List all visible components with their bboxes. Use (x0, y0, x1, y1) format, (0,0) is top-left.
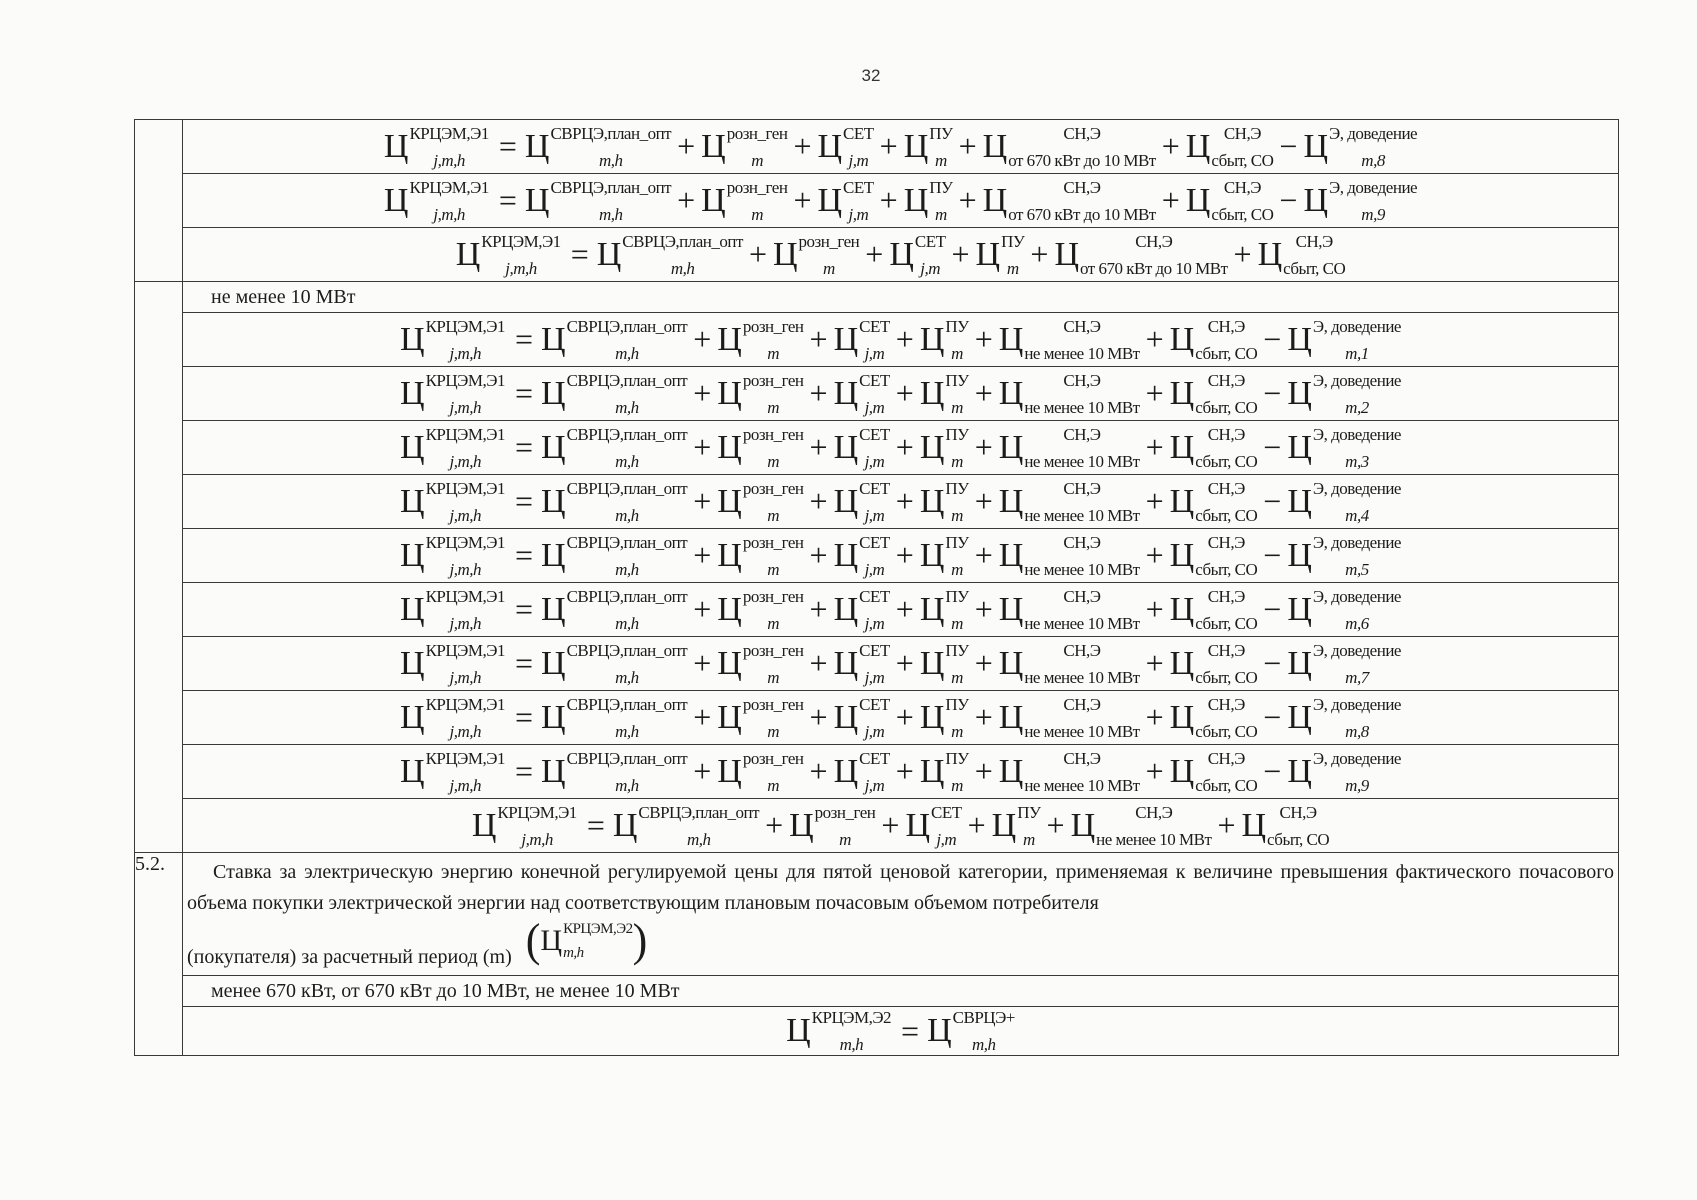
term-dovedenie: Ц Э, доведение m,7 (1287, 640, 1401, 687)
term-dovedenie: Ц Э, доведение m,6 (1287, 586, 1401, 633)
term-rozn-gen: Ц розн_ген m (701, 177, 788, 224)
term-pu: Ц ПУ m (919, 424, 969, 471)
term-krcem: Ц КРЦЭМ,Э1 j,m,h (400, 640, 505, 687)
term-set: Ц СЕТ j,m (833, 586, 890, 633)
term-krcem: Ц КРЦЭМ,Э1 j,m,h (455, 231, 561, 278)
term-dovedenie: Ц Э, доведение m,9 (1287, 748, 1401, 795)
term-set: Ц СЕТ j,m (889, 231, 946, 278)
term-dovedenie: Ц Э, доведение m,9 (1303, 177, 1418, 224)
term-set: Ц СЕТ j,m (833, 316, 890, 363)
term-rozn-gen: Ц розн_ген m (717, 316, 804, 363)
formula: Ц КРЦЭМ,Э1 j,m,h = Ц СВРЦЭ,план_опт m,h + Ц розн_ген m + Ц СЕТ j,m + Ц ПУ m + Ц СН,Э не менее 10 МВт + Ц СН,Э сбыт, СО − Ц Э, доведение m,4 (400, 478, 1401, 525)
term-rozn-gen: Ц розн_ген m (789, 802, 876, 849)
term-pu: Ц ПУ m (903, 177, 953, 224)
term-dovedenie: Ц Э, доведение m,1 (1287, 316, 1401, 363)
term-svrce: Ц СВРЦЭ,план_опт m,h (541, 532, 688, 579)
term-sne-level: Ц СН,Э не менее 10 МВт (1070, 802, 1212, 849)
term-set: Ц СЕТ j,m (833, 694, 890, 741)
term-set: Ц СЕТ j,m (817, 123, 874, 170)
term-sne-level: Ц СН,Э не менее 10 МВт (998, 370, 1140, 417)
term-svrce: Ц СВРЦЭ,план_опт m,h (524, 177, 672, 224)
term-svrce: Ц СВРЦЭ,план_опт m,h (541, 316, 688, 363)
formula-cell (183, 637, 1619, 691)
term-krcem: Ц КРЦЭМ,Э1 j,m,h (400, 424, 505, 471)
term-rozn-gen: Ц розн_ген m (717, 532, 804, 579)
term-pu: Ц ПУ m (919, 532, 969, 579)
formula: Ц КРЦЭМ,Э1 j,m,h = Ц СВРЦЭ,план_опт m,h + Ц розн_ген m + Ц СЕТ j,m + Ц ПУ m + Ц СН,Э не менее 10 МВт + Ц СН,Э сбыт, СО − Ц Э, доведение m,6 (400, 586, 1401, 633)
category-label-row (135, 282, 1619, 313)
term-pu: Ц ПУ m (919, 586, 969, 633)
term-krcem: Ц КРЦЭМ,Э1 j,m,h (400, 316, 505, 363)
formula-row-ne-menee-base (135, 799, 1619, 853)
formula-row-ne-menee-m2 (135, 367, 1619, 421)
formula: Ц КРЦЭМ,Э1 j,m,h = Ц СВРЦЭ,план_опт m,h + Ц розн_ген m + Ц СЕТ j,m + Ц ПУ m + Ц СН,Э не менее 10 МВт + Ц СН,Э сбыт, СО − Ц Э, доведение m,2 (400, 370, 1401, 417)
term-sne-level: Ц СН,Э от 670 кВт до 10 МВт (1054, 231, 1228, 278)
term-sne-level: Ц СН,Э не менее 10 МВт (998, 694, 1140, 741)
term-svrce: Ц СВРЦЭ,план_опт m,h (596, 231, 743, 278)
formula-row-ne-menee-m7 (135, 637, 1619, 691)
formula-cell (183, 475, 1619, 529)
term-rozn-gen: Ц розн_ген m (717, 586, 804, 633)
term-sne-sbyt: Ц СН,Э сбыт, СО (1169, 424, 1258, 471)
term-sne-level: Ц СН,Э не менее 10 МВт (998, 748, 1140, 795)
term-sne-sbyt: Ц СН,Э сбыт, СО (1169, 694, 1258, 741)
term-svrce: Ц СВРЦЭ,план_опт m,h (612, 802, 760, 849)
term-sne-sbyt: Ц СН,Э сбыт, СО (1241, 802, 1330, 849)
formula: Ц КРЦЭМ,Э1 j,m,h = Ц СВРЦЭ,план_опт m,h + Ц розн_ген m + Ц СЕТ j,m + Ц ПУ m + Ц СН,Э от 670 кВт до 10 МВт + Ц СН,Э сбыт, СО (455, 231, 1346, 278)
formula-cell (183, 529, 1619, 583)
term-svrce: Ц СВРЦЭ,план_опт m,h (524, 123, 672, 170)
formula-cell (183, 1007, 1619, 1056)
term-sne-sbyt: Ц СН,Э сбыт, СО (1169, 748, 1258, 795)
term-svrce-plus: Ц СВРЦЭ+ m,h (927, 1008, 1015, 1054)
page-number: 32 (861, 66, 881, 85)
formula: Ц КРЦЭМ,Э1 j,m,h = Ц СВРЦЭ,план_опт m,h + Ц розн_ген m + Ц СЕТ j,m + Ц ПУ m + Ц СН,Э от 670 кВт до 10 МВт + Ц СН,Э сбыт, СО − Ц Э, доведение m,8 (383, 123, 1418, 170)
formula-row-ne-menee-m5 (135, 529, 1619, 583)
formula: Ц КРЦЭМ,Э1 j,m,h = Ц СВРЦЭ,план_опт m,h + Ц розн_ген m + Ц СЕТ j,m + Ц ПУ m + Ц СН,Э не менее 10 МВт + Ц СН,Э сбыт, СО − Ц Э, доведение m,9 (400, 748, 1401, 795)
formula-cell (183, 583, 1619, 637)
term-set: Ц СЕТ j,m (833, 478, 890, 525)
formula: Ц КРЦЭМ,Э1 j,m,h = Ц СВРЦЭ,план_опт m,h + Ц розн_ген m + Ц СЕТ j,m + Ц ПУ m + Ц СН,Э не менее 10 МВт + Ц СН,Э сбыт, СО − Ц Э, доведение m,5 (400, 532, 1401, 579)
term-krcem: Ц КРЦЭМ,Э1 j,m,h (400, 748, 505, 795)
formula: Ц КРЦЭМ,Э1 j,m,h = Ц СВРЦЭ,план_опт m,h + Ц розн_ген m + Ц СЕТ j,m + Ц ПУ m + Ц СН,Э не менее 10 МВт + Ц СН,Э сбыт, СО − Ц Э, доведение m,3 (400, 424, 1401, 471)
formula: Ц КРЦЭМ,Э1 j,m,h = Ц СВРЦЭ,план_опт m,h + Ц розн_ген m + Ц СЕТ j,m + Ц ПУ m + Ц СН,Э не менее 10 МВт + Ц СН,Э сбыт, СО (471, 802, 1330, 849)
term-sne-sbyt: Ц СН,Э сбыт, СО (1169, 316, 1258, 363)
formula-cell (183, 745, 1619, 799)
formula: Ц КРЦЭМ,Э1 j,m,h = Ц СВРЦЭ,план_опт m,h + Ц розн_ген m + Ц СЕТ j,m + Ц ПУ m + Ц СН,Э не менее 10 МВт + Ц СН,Э сбыт, СО − Ц Э, доведение m,7 (400, 640, 1401, 687)
formula-row-ne-menee-m1 (135, 313, 1619, 367)
formula-cell (183, 174, 1619, 228)
term-pu: Ц ПУ m (919, 478, 969, 525)
formula-row-ne-menee-m3 (135, 421, 1619, 475)
term-sne-sbyt: Ц СН,Э сбыт, СО (1185, 123, 1274, 170)
item-5-2-description-row (135, 853, 1619, 976)
term-svrce: Ц СВРЦЭ,план_опт m,h (541, 478, 688, 525)
term-sne-level: Ц СН,Э от 670 кВт до 10 МВт (982, 177, 1156, 224)
term-sne-level: Ц СН,Э не менее 10 МВт (998, 586, 1140, 633)
term-rozn-gen: Ц розн_ген m (772, 231, 860, 278)
term-set: Ц СЕТ j,m (833, 748, 890, 795)
category-label: менее 670 кВт, от 670 кВт до 10 МВт, не менее 10 МВт (183, 976, 1619, 1007)
term-sne-level: Ц СН,Э не менее 10 МВт (998, 424, 1140, 471)
term-krcem-e2: Ц КРЦЭМ,Э2 m,h (540, 921, 633, 961)
formula-cell (183, 228, 1619, 282)
term-rozn-gen: Ц розн_ген m (717, 478, 804, 525)
term-sne-level: Ц СН,Э не менее 10 МВт (998, 532, 1140, 579)
term-krcem: Ц КРЦЭМ,Э1 j,m,h (400, 586, 505, 633)
term-rozn-gen: Ц розн_ген m (717, 370, 804, 417)
term-svrce: Ц СВРЦЭ,план_опт m,h (541, 694, 688, 741)
formula-row-ne-menee-m4 (135, 475, 1619, 529)
term-dovedenie: Ц Э, доведение m,8 (1287, 694, 1401, 741)
term-krcem-e2: Ц КРЦЭМ,Э2 m,h (786, 1008, 892, 1054)
term-set: Ц СЕТ j,m (833, 424, 890, 471)
term-krcem: Ц КРЦЭМ,Э1 j,m,h (400, 532, 505, 579)
term-sne-sbyt: Ц СН,Э сбыт, СО (1169, 370, 1258, 417)
formula: Ц КРЦЭМ,Э1 j,m,h = Ц СВРЦЭ,план_опт m,h + Ц розн_ген m + Ц СЕТ j,m + Ц ПУ m + Ц СН,Э не менее 10 МВт + Ц СН,Э сбыт, СО − Ц Э, доведение m,8 (400, 694, 1401, 741)
term-svrce: Ц СВРЦЭ,план_опт m,h (541, 370, 688, 417)
formula-cell (183, 421, 1619, 475)
formula-cell (183, 367, 1619, 421)
term-svrce: Ц СВРЦЭ,план_опт m,h (541, 586, 688, 633)
number-cell (135, 120, 183, 282)
tariff-table (134, 119, 1619, 1056)
term-set: Ц СЕТ j,m (817, 177, 874, 224)
term-dovedenie: Ц Э, доведение m,5 (1287, 532, 1401, 579)
term-dovedenie: Ц Э, доведение m,2 (1287, 370, 1401, 417)
term-rozn-gen: Ц розн_ген m (717, 640, 804, 687)
term-sne-sbyt: Ц СН,Э сбыт, СО (1169, 532, 1258, 579)
term-rozn-gen: Ц розн_ген m (701, 123, 788, 170)
term-set: Ц СЕТ j,m (833, 640, 890, 687)
term-sne-sbyt: Ц СН,Э сбыт, СО (1169, 586, 1258, 633)
term-svrce: Ц СВРЦЭ,план_опт m,h (541, 424, 688, 471)
formula: Ц КРЦЭМ,Э1 j,m,h = Ц СВРЦЭ,план_опт m,h + Ц розн_ген m + Ц СЕТ j,m + Ц ПУ m + Ц СН,Э не менее 10 МВт + Ц СН,Э сбыт, СО − Ц Э, доведение m,1 (400, 316, 1401, 363)
term-krcem: Ц КРЦЭМ,Э1 j,m,h (400, 370, 505, 417)
term-krcem: Ц КРЦЭМ,Э1 j,m,h (400, 694, 505, 741)
inline-formula: ( Ц КРЦЭМ,Э2 m,h ) (525, 914, 648, 967)
item-5-2-description (183, 853, 1619, 976)
term-pu: Ц ПУ m (991, 802, 1041, 849)
term-sne-sbyt: Ц СН,Э сбыт, СО (1185, 177, 1274, 224)
formula-row-e2 (135, 1007, 1619, 1056)
formula-row-ne-menee-m9 (135, 745, 1619, 799)
term-pu: Ц ПУ m (975, 231, 1025, 278)
term-pu: Ц ПУ m (919, 370, 969, 417)
description-text-end: (покупателя) за расчетный период (m) (187, 946, 512, 968)
term-rozn-gen: Ц розн_ген m (717, 694, 804, 741)
number-cell (135, 282, 183, 853)
formula-row-ne-menee-m8 (135, 691, 1619, 745)
term-pu: Ц ПУ m (903, 123, 953, 170)
term-sne-level: Ц СН,Э не менее 10 МВт (998, 640, 1140, 687)
formula-row-ot670-m8 (135, 120, 1619, 174)
term-sne-sbyt: Ц СН,Э сбыт, СО (1169, 478, 1258, 525)
term-rozn-gen: Ц розн_ген m (717, 748, 804, 795)
term-pu: Ц ПУ m (919, 694, 969, 741)
description-text: Ставка за электрическую энергию конечной регулируемой цены для пятой ценовой категории, применяемая к величине превышения фактического почасового объема покупки электрической энергии над соответствующим плановым почасовым объемом потребителя (187, 861, 1614, 914)
formula-cell (183, 691, 1619, 745)
term-sne-sbyt: Ц СН,Э сбыт, СО (1169, 640, 1258, 687)
formula-cell (183, 799, 1619, 853)
term-pu: Ц ПУ m (919, 316, 969, 363)
formula-cell (183, 120, 1619, 174)
term-set: Ц СЕТ j,m (833, 370, 890, 417)
formula-row-ot670-m9 (135, 174, 1619, 228)
term-sne-sbyt: Ц СН,Э сбыт, СО (1257, 231, 1346, 278)
term-krcem: Ц КРЦЭМ,Э1 j,m,h (383, 177, 489, 224)
term-sne-level: Ц СН,Э не менее 10 МВт (998, 316, 1140, 363)
term-dovedenie: Ц Э, доведение m,4 (1287, 478, 1401, 525)
term-krcem: Ц КРЦЭМ,Э1 j,m,h (400, 478, 505, 525)
term-krcem: Ц КРЦЭМ,Э1 j,m,h (383, 123, 489, 170)
term-set: Ц СЕТ j,m (905, 802, 962, 849)
term-pu: Ц ПУ m (919, 640, 969, 687)
item-number: 5.2. (135, 853, 183, 1056)
category-label-row (135, 976, 1619, 1007)
formula: Ц КРЦЭМ,Э2 m,h = Ц СВРЦЭ+ m,h (786, 1008, 1015, 1054)
term-dovedenie: Ц Э, доведение m,3 (1287, 424, 1401, 471)
term-dovedenie: Ц Э, доведение m,8 (1303, 123, 1418, 170)
formula-row-ot670-base (135, 228, 1619, 282)
term-krcem: Ц КРЦЭМ,Э1 j,m,h (471, 802, 577, 849)
term-sne-level: Ц СН,Э от 670 кВт до 10 МВт (982, 123, 1156, 170)
term-set: Ц СЕТ j,m (833, 532, 890, 579)
formula-row-ne-menee-m6 (135, 583, 1619, 637)
term-sne-level: Ц СН,Э не менее 10 МВт (998, 478, 1140, 525)
formula: Ц КРЦЭМ,Э1 j,m,h = Ц СВРЦЭ,план_опт m,h + Ц розн_ген m + Ц СЕТ j,m + Ц ПУ m + Ц СН,Э от 670 кВт до 10 МВт + Ц СН,Э сбыт, СО − Ц Э, доведение m,9 (383, 177, 1418, 224)
term-svrce: Ц СВРЦЭ,план_опт m,h (541, 640, 688, 687)
term-svrce: Ц СВРЦЭ,план_опт m,h (541, 748, 688, 795)
term-rozn-gen: Ц розн_ген m (717, 424, 804, 471)
formula-cell (183, 313, 1619, 367)
category-label: не менее 10 МВт (183, 282, 1619, 313)
term-pu: Ц ПУ m (919, 748, 969, 795)
